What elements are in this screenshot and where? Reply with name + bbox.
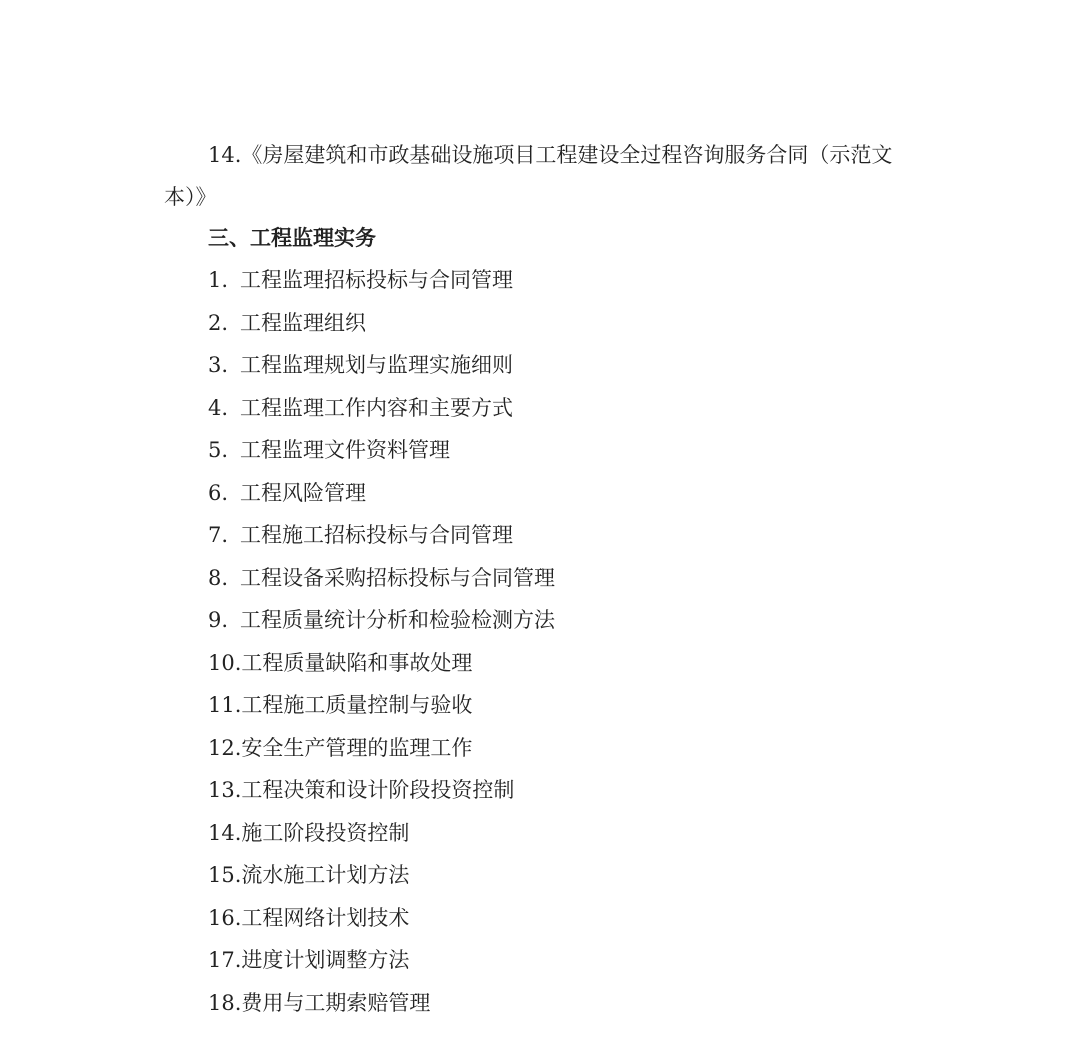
list-item bbox=[208, 259, 555, 302]
item-text: 施工阶段投资控制 bbox=[241, 820, 410, 845]
list-item bbox=[208, 599, 555, 642]
list-item bbox=[208, 429, 555, 472]
item-number: 17. bbox=[208, 948, 242, 972]
item-number: 12. bbox=[208, 735, 242, 760]
section-heading: 三、工程监理实务 bbox=[208, 225, 376, 250]
list-item bbox=[208, 302, 555, 345]
item-number: 4. bbox=[208, 395, 229, 420]
item-number: 2. bbox=[208, 310, 229, 335]
list-item bbox=[208, 727, 555, 770]
item-number: 5. bbox=[208, 438, 229, 462]
list-item bbox=[208, 769, 555, 812]
item-number: 18. bbox=[208, 990, 242, 1015]
item-number: 10. bbox=[208, 650, 242, 675]
item-text: 工程风险管理 bbox=[240, 480, 366, 505]
item-text: 工程监理规划与监理实施细则 bbox=[240, 353, 513, 377]
list-item bbox=[208, 472, 555, 515]
list-item bbox=[208, 939, 555, 982]
item-number: 6. bbox=[208, 480, 229, 505]
item-text: 工程网络计划技术 bbox=[241, 905, 410, 930]
item-text: 工程决策和设计阶段投资控制 bbox=[241, 778, 515, 802]
list-item bbox=[208, 897, 555, 940]
list-item bbox=[208, 642, 555, 685]
item-text: 安全生产管理的监理工作 bbox=[241, 735, 473, 760]
item-text: 工程监理组织 bbox=[240, 310, 366, 335]
item-text: 工程施工质量控制与验收 bbox=[241, 693, 473, 717]
item-text: 工程质量统计分析和检验检测方法 bbox=[240, 608, 555, 632]
item-number: 11. bbox=[208, 693, 242, 717]
list-item bbox=[208, 557, 555, 600]
item-text: 进度计划调整方法 bbox=[241, 948, 410, 972]
item-number: 16. bbox=[208, 905, 242, 930]
topic-list bbox=[208, 259, 555, 1024]
item-number: 9. bbox=[208, 608, 229, 632]
item-text: 工程监理文件资料管理 bbox=[240, 438, 450, 462]
list-item bbox=[208, 982, 555, 1025]
item-number: 8. bbox=[208, 565, 229, 590]
item-text: 工程施工招标投标与合同管理 bbox=[240, 523, 513, 547]
item-number: 15. bbox=[208, 863, 242, 887]
list-item bbox=[208, 812, 555, 855]
list-item bbox=[208, 684, 555, 727]
list-item bbox=[208, 514, 555, 557]
list-item bbox=[208, 854, 555, 897]
item-number: 7. bbox=[208, 523, 229, 547]
item-text: 工程监理招标投标与合同管理 bbox=[240, 268, 513, 292]
item-number: 13. bbox=[208, 778, 242, 802]
list-item bbox=[208, 344, 555, 387]
item-text: 工程监理工作内容和主要方式 bbox=[240, 395, 513, 420]
item-number: 3. bbox=[208, 353, 229, 377]
item-number: 1. bbox=[208, 268, 229, 292]
item-text: 费用与工期索赔管理 bbox=[241, 990, 431, 1015]
list-item bbox=[208, 387, 555, 430]
item-text: 工程质量缺陷和事故处理 bbox=[241, 650, 473, 675]
item-text: 流水施工计划方法 bbox=[241, 863, 410, 887]
item-number: 14. bbox=[208, 820, 242, 845]
intro-paragraph: 14.《房屋建筑和市政基础设施项目工程建设全过程咨询服务合同（示范文本）》 bbox=[164, 143, 893, 209]
item-text: 工程设备采购招标投标与合同管理 bbox=[240, 565, 555, 590]
